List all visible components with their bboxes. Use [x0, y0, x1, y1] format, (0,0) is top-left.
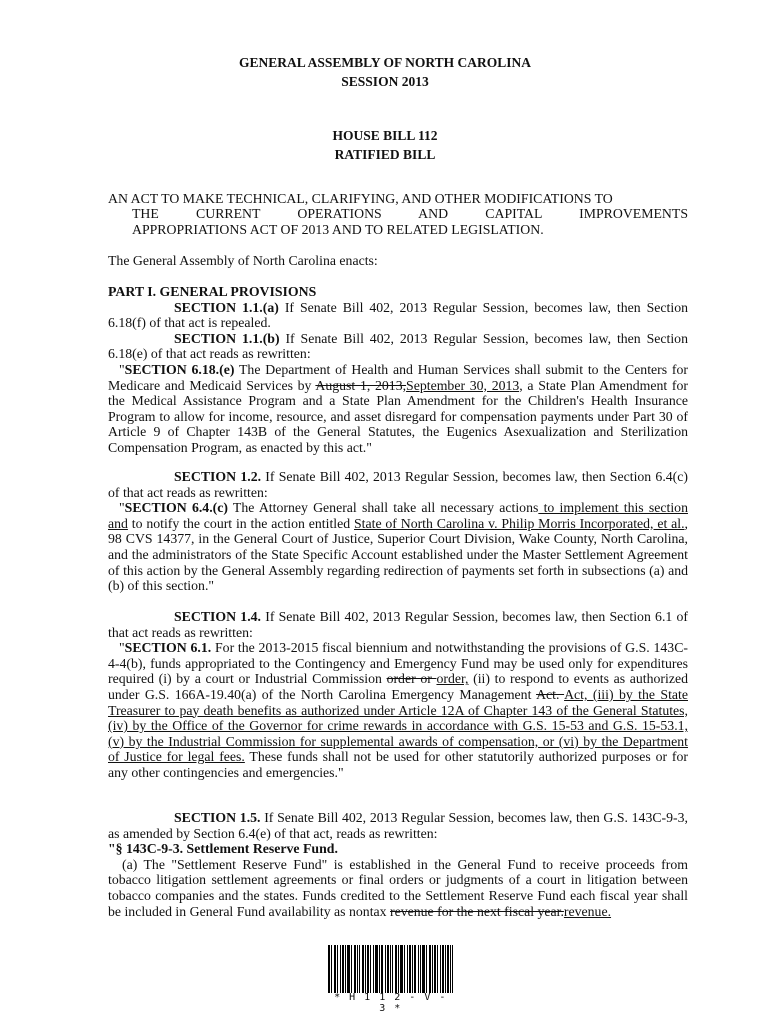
struck-text: Act.: [536, 686, 565, 702]
inserted-text: September 30, 2013,: [406, 377, 523, 393]
statute-subsection-a: (a) The "Settlement Reserve Fund" is established in the General Fund to receive proceeds from tobacco litigation settlement agreements or final orders or judgments of a court in litigation between tobacco companies and the states. Funds credited to the Settlement Reserve Fund each fiscal year shall be included in General Fund availability as nontax revenue for the next fiscal year.revenue.: [108, 856, 688, 919]
inserted-text: revenue.: [563, 903, 612, 919]
statute-heading: "§ 143C-9-3. Settlement Reserve Fund.: [108, 841, 338, 857]
section-1-2: SECTION 1.2. If Senate Bill 402, 2013 Regular Session, becomes law, then Section 6.4(c) of that act reads as rewritten:: [108, 469, 688, 500]
bill-status: RATIFIED BILL: [334, 147, 436, 162]
struck-text: order or: [386, 671, 437, 687]
case-name: State of North Carolina v. Philip Morris Incorporated, et al.: [353, 515, 685, 531]
section-6-1: "SECTION 6.1. For the 2013-2015 fiscal biennium and notwithstanding the provisions of G.S. 143C-4-4(b), funds appropriated to the Contingency and Emergency Fund may be used only for expenditures required (i) by a court or Industrial Commission order or order, (ii) to respond to events as authorized under G.S. 166A-19.40(a) of the North Carolina Emergency Management Act. Act, (iii) by the State Treasurer to pay death benefits as authorized under Article 12A of Chapter 143 of the General Statutes, (iv) by the Office of the Governor for crime rewards in accordance with G.S. 15-53 and G.S. 15-53.1, (v) by the Industrial Commission for supplemental awards of compensation, or (vi) by the Department of Justice for legal fees. These funds shall not be used for other statutorily authorized purposes or for any other contingencies and emergencies.": [108, 640, 689, 780]
bill-number: HOUSE BILL 112: [332, 128, 438, 143]
section-1-4-block: [108, 609, 688, 781]
inserted-text: Act, (iii) by the State Treasurer to pay death benefits as authorized under Article 12A of Chapter 143 of the General Statutes, (iv) by the Office of the Governor for crime rewards in accordance with G.S. 15-53 and G.S. 15-53.1, (v) by the Industrial Commission for supplemental awards of compensation, or (vi) by the Department of Justice for legal fees.: [108, 686, 688, 765]
inserted-text: to implement this section and: [108, 500, 688, 531]
inserted-text: order,: [436, 671, 469, 687]
part-heading: PART I. GENERAL PROVISIONS: [108, 284, 317, 299]
barcode-label: * H 1 1 2 - V - 3 *: [334, 992, 447, 1014]
part-1-body: [108, 284, 688, 456]
struck-text: revenue for the next fiscal year.: [390, 903, 564, 919]
session-title: SESSION 2013: [341, 74, 429, 89]
section-1-2-block: [108, 469, 688, 594]
act-title-line-3: APPROPRIATIONS ACT OF 2013 AND TO RELATED LEGISLATION.: [132, 222, 544, 237]
act-title-line-1: AN ACT TO MAKE TECHNICAL, CLARIFYING, AND OTHER MODIFICATIONS TO: [108, 191, 613, 206]
act-title-line-2: THE CURRENT OPERATIONS AND CAPITAL IMPROVEMENTS: [132, 206, 688, 221]
section-1-5-block: [108, 810, 688, 919]
assembly-title: GENERAL ASSEMBLY OF NORTH CAROLINA: [238, 55, 532, 70]
enacting-clause: The General Assembly of North Carolina enacts:: [108, 253, 378, 268]
section-6-18-e: "SECTION 6.18.(e) The Department of Health and Human Services shall submit to the Centers for Medicare and Medicaid Services by August 1, 2013,September 30, 2013, a State Plan Amendment for the Medical Assistance Program and a State Plan Amendment for the Children's Health Insurance Program to allow for income, resource, and asset disregard for compensation payments under Part 30 of Article 9 of Chapter 143B of the General Statutes, the Eugenics Asexualization and Sterilization Compensation Program, as enacted by this act.": [108, 361, 689, 455]
barcode: [328, 945, 453, 993]
section-6-4-c: "SECTION 6.4.(c) The Attorney General shall take all necessary actions to implement this section and to notify the court in the action entitled State of North Carolina v. Philip Morris Incorporated, et al., 98 CVS 14377, in the General Court of Justice, Superior Court Division, Wake County, North Carolina, and the administrators of the State Specific Account established under the Master Settlement Agreement of this action by the General Assembly regarding redirection of payments set forth in subsections (a) and (b) of this section.": [108, 500, 688, 594]
section-1-4: SECTION 1.4. If Senate Bill 402, 2013 Regular Session, becomes law, then Section 6.1 of that act reads as rewritten:: [108, 609, 688, 640]
section-1-1-b: SECTION 1.1.(b) If Senate Bill 402, 2013 Regular Session, becomes law, then Section 6.18(e) of that act reads as rewritten:: [108, 330, 688, 362]
struck-text: August 1, 2013,: [315, 377, 407, 393]
section-1-1-a: SECTION 1.1.(a) If Senate Bill 402, 2013 Regular Session, becomes law, then Section 6.18(f) of that act is repealed.: [108, 299, 688, 331]
section-1-5: SECTION 1.5. If Senate Bill 402, 2013 Regular Session, becomes law, then G.S. 143C-9-3, as amended by Section 6.4(e) of that act, reads as rewritten:: [108, 810, 688, 841]
